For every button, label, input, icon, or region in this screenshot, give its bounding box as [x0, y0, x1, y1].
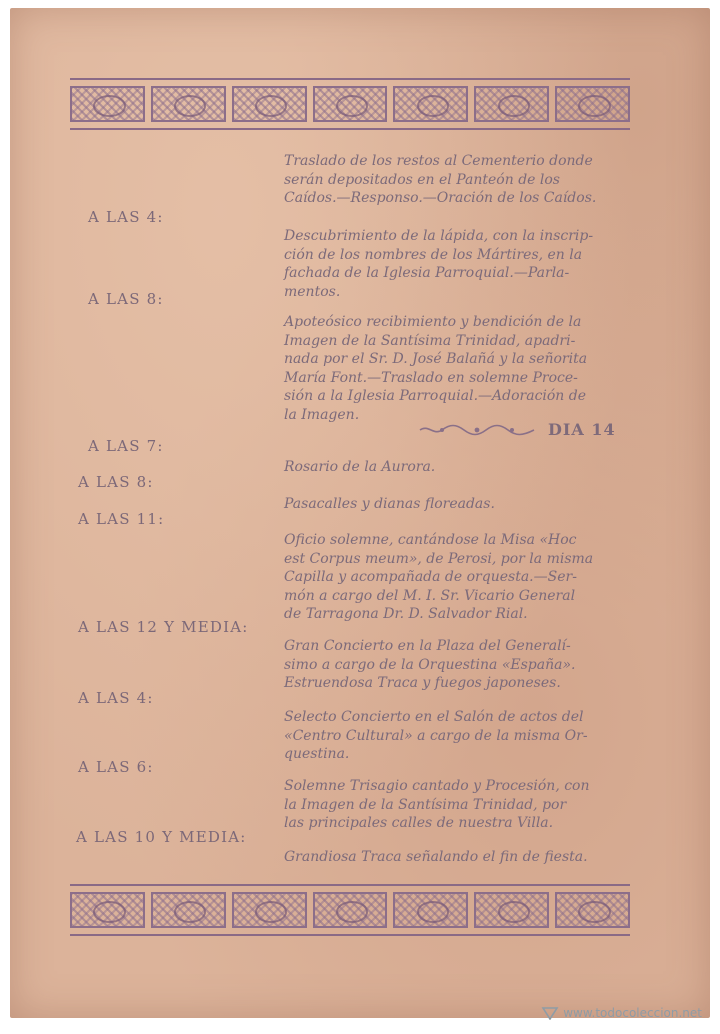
entry-description-trisagio: Solemne Trisagio cantado y Procesión, con la Imagen de la Santísima Trinidad, por las principales calles de nuestra Villa.: [284, 778, 590, 831]
day-heading-row: [418, 420, 616, 439]
bottom-ornamental-border: [70, 884, 630, 936]
ornament-tile: [313, 892, 388, 928]
time-label: A LAS 12 Y MEDIA:: [78, 618, 249, 636]
ornament-tile: [555, 86, 630, 122]
ornament-tile: [70, 892, 145, 928]
entry-description-imagen: Apoteósico recibimiento y bendición de la Imagen de la Santísima Trinidad, apadri- nada por el Sr. D. José Balañá y la señorita María Font.—Traslado en solemne Proce- sión a la Iglesia Parroquial.—Adoración de la Imagen.: [284, 314, 588, 423]
ornament-tile: [474, 892, 549, 928]
ornament-tile: [393, 86, 468, 122]
ornament-tile: [70, 86, 145, 122]
entry-description-traca: Grandiosa Traca señalando el fin de fiesta.: [284, 849, 588, 865]
time-label: A LAS 4:: [78, 689, 154, 707]
entry-description-cementerio: Traslado de los restos al Cementerio donde serán depositados en el Panteón de los Caídos.—Responso.—Oración de los Caídos.: [284, 153, 597, 206]
time-label: A LAS 8:: [88, 290, 164, 308]
ornament-tile: [474, 86, 549, 122]
top-ornamental-border: [70, 78, 630, 130]
time-label: A LAS 6:: [78, 758, 154, 776]
ornament-tile: [313, 86, 388, 122]
watermark-text: www.todocoleccion.net: [563, 1006, 702, 1020]
entry-description-pasacalles: Pasacalles y dianas floreadas.: [284, 496, 495, 512]
ornament-tile: [151, 86, 226, 122]
entry-description-lapida: Descubrimiento de la lápida, con la inscrip- ción de los nombres de los Mártires, en la fachada de la Iglesia Parroquial.—Parla- mentos.: [284, 228, 594, 300]
ornament-tile: [555, 892, 630, 928]
ornament-tile: [393, 892, 468, 928]
entry-description-oficio: Oficio solemne, cantándose la Misa «Hoc est Corpus meum», de Perosi, por la misma Capilla y acompañada de orquesta.—Ser- món a cargo del M. I. Sr. Vicario General de Tarragona Dr. D. Salvador Rial.: [284, 532, 594, 622]
time-label: A LAS 8:: [78, 473, 154, 491]
time-label: A LAS 7:: [88, 437, 164, 455]
day-heading: DIA 14: [548, 420, 616, 439]
entry-description-rosario: Rosario de la Aurora.: [284, 459, 436, 475]
ornament-tile: [232, 86, 307, 122]
flourish-ornament-icon: [418, 423, 536, 437]
time-label: A LAS 10 Y MEDIA:: [76, 828, 247, 846]
todocoleccion-logo-icon: [541, 1006, 559, 1020]
ornament-tile: [232, 892, 307, 928]
site-watermark: [541, 1006, 702, 1020]
entry-description-selecto-concierto: Selecto Concierto en el Salón de actos del «Centro Cultural» a cargo de la misma Or- questina.: [284, 709, 588, 762]
entry-description-concierto: Gran Concierto en la Plaza del Generalí- simo a cargo de la Orquestina «España». Estruendosa Traca y fuegos japoneses.: [284, 638, 576, 691]
time-label: A LAS 11:: [78, 510, 165, 528]
time-label: A LAS 4:: [88, 208, 164, 226]
ornament-tile: [151, 892, 226, 928]
